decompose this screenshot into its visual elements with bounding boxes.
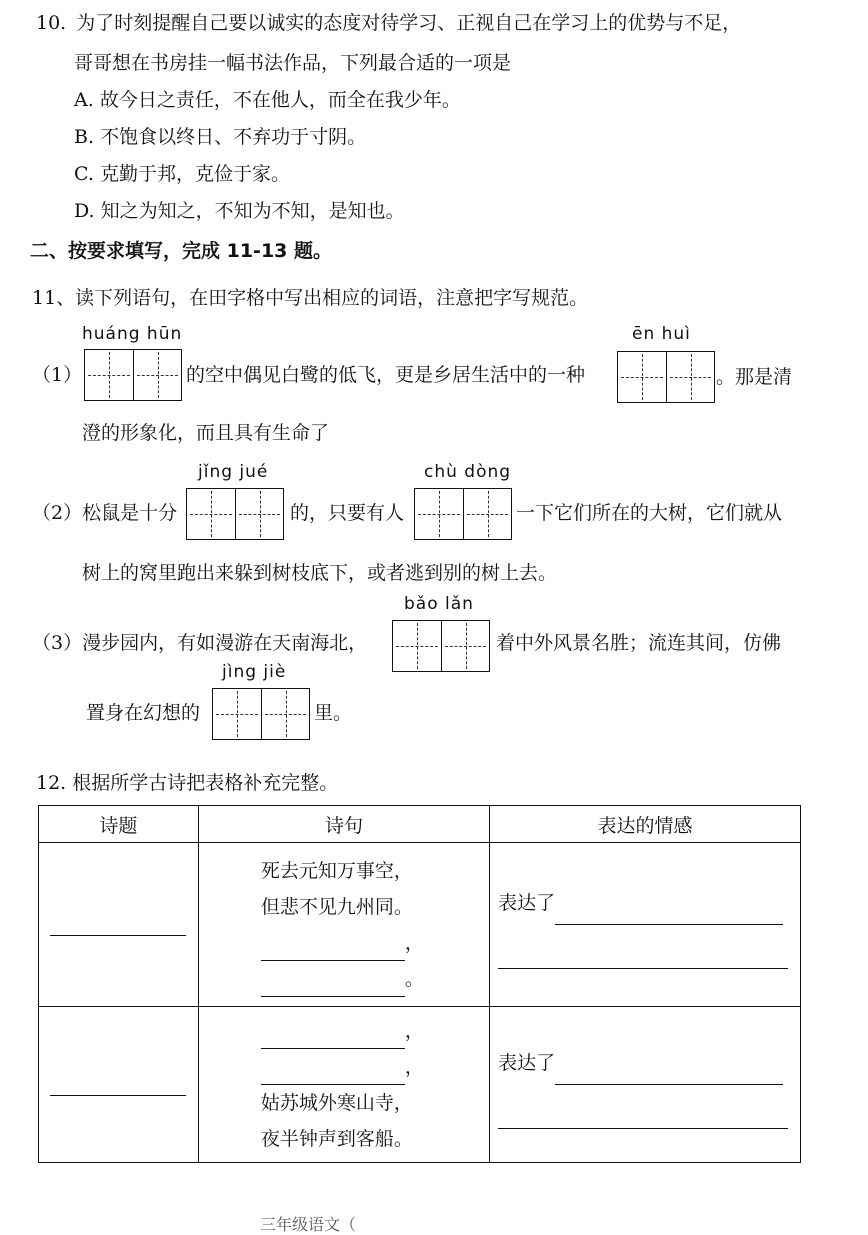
answer-blank[interactable]	[261, 940, 405, 961]
verse-cell	[198, 1007, 489, 1163]
tianzige-grid-enhui[interactable]	[617, 351, 715, 403]
emotion-label: 表达了	[498, 1051, 556, 1074]
pinyin-jingjue: jǐng jué	[198, 462, 269, 482]
q10-stem-line2: 哥哥想在书房挂一幅书法作品，下列最合适的一项是	[74, 52, 512, 74]
poem-table	[38, 805, 801, 1163]
verse-blank-line[interactable]: ，	[261, 925, 488, 961]
s2-label: （2）松鼠是十分	[32, 502, 178, 524]
s3-label: （3）漫步园内，有如漫游在天南海北，	[32, 632, 368, 654]
header-emotion: 表达的情感	[490, 806, 801, 843]
answer-blank[interactable]	[555, 1064, 783, 1085]
emotion-label: 表达了	[498, 891, 556, 914]
tianzige-grid-chudong[interactable]	[414, 488, 512, 540]
answer-blank[interactable]	[555, 904, 783, 925]
verse-line: 夜半钟声到客船。	[260, 1127, 413, 1150]
tianzige-grid-jingjue[interactable]	[186, 488, 284, 540]
answer-blank[interactable]	[498, 948, 788, 969]
tianzige-cell[interactable]	[441, 621, 489, 671]
tianzige-cell[interactable]	[85, 350, 133, 400]
q12-stem: 12. 根据所学古诗把表格补充完整。	[36, 772, 339, 794]
verse-line: 姑苏城外寒山寺，	[260, 1091, 413, 1114]
section2-title: 二、按要求填写，完成 11-13 题。	[30, 240, 332, 262]
tianzige-cell[interactable]	[393, 621, 441, 671]
s1-text2: 。那是清	[716, 366, 793, 388]
verse-blank-line[interactable]: ，	[261, 1049, 488, 1085]
tianzige-grid-baolan[interactable]	[392, 620, 490, 672]
tianzige-cell[interactable]	[213, 689, 261, 739]
answer-blank[interactable]	[261, 1028, 405, 1049]
answer-blank[interactable]	[50, 915, 186, 936]
q11-stem: 11、读下列语句，在田字格中写出相应的词语，注意把字写规范。	[32, 287, 589, 309]
verse-blank-line[interactable]: 。	[261, 961, 488, 997]
tianzige-grid-jingjie[interactable]	[212, 688, 310, 740]
verse-cell	[198, 843, 489, 1007]
pinyin-baolan: bǎo lǎn	[404, 594, 474, 614]
answer-blank[interactable]	[261, 976, 405, 997]
emotion-cell[interactable]	[490, 843, 801, 1007]
s3-line2a: 置身在幻想的	[86, 702, 201, 724]
s1-text1: 的空中偶见白鹭的低飞，更是乡居生活中的一种	[186, 364, 586, 386]
s2-line2: 树上的窝里跑出来躲到树枝底下，或者逃到别的树上去。	[82, 562, 558, 584]
pinyin-enhui: ēn huì	[632, 324, 691, 344]
page-footer: 三年级语文（	[260, 1215, 357, 1234]
header-verse: 诗句	[198, 806, 489, 843]
poem-title-cell[interactable]	[39, 1007, 199, 1163]
q10-option-b[interactable]: B. 不饱食以终日、不弃功于寸阴。	[74, 126, 367, 148]
verse-blank-line[interactable]: ，	[261, 1013, 488, 1049]
pinyin-chudong: chù dòng	[424, 462, 512, 482]
s1-line2: 澄的形象化，而且具有生命了	[82, 422, 330, 444]
s2-text1: 的，只要有人	[290, 502, 405, 524]
q10-stem-line1: 10. 为了时刻提醒自己要以诚实的态度对待学习、正视自己在学习上的优势与不足，	[36, 12, 742, 34]
answer-blank[interactable]	[50, 1075, 186, 1096]
tianzige-cell[interactable]	[415, 489, 463, 539]
s2-text2: 一下它们所在的大树，它们就从	[516, 502, 783, 524]
table-row	[39, 1007, 801, 1163]
answer-blank[interactable]	[498, 1108, 788, 1129]
tianzige-cell[interactable]	[133, 350, 181, 400]
tianzige-cell[interactable]	[618, 352, 666, 402]
verse-line: 但悲不见九州同。	[260, 895, 413, 918]
answer-blank[interactable]	[261, 1064, 405, 1085]
q10-option-d[interactable]: D. 知之为知之，不知为不知，是知也。	[74, 200, 405, 222]
q10-option-a[interactable]: A. 故今日之责任，不在他人，而全在我少年。	[74, 89, 461, 111]
s1-label: （1）	[32, 364, 83, 386]
emotion-cell[interactable]	[490, 1007, 801, 1163]
pinyin-jingjie: jìng jiè	[222, 662, 287, 682]
tianzige-cell[interactable]	[261, 689, 309, 739]
q10-option-c[interactable]: C. 克勤于邦，克俭于家。	[74, 163, 290, 185]
poem-title-cell[interactable]	[39, 843, 199, 1007]
tianzige-cell[interactable]	[666, 352, 714, 402]
tianzige-cell[interactable]	[187, 489, 235, 539]
header-title: 诗题	[39, 806, 199, 843]
s3-line2b: 里。	[314, 702, 353, 724]
poem-table-header-row	[39, 806, 801, 843]
pinyin-huanghun: huáng hūn	[82, 324, 183, 344]
table-row	[39, 843, 801, 1007]
tianzige-grid-huanghun[interactable]	[84, 349, 182, 401]
verse-line: 死去元知万事空，	[260, 859, 413, 882]
tianzige-cell[interactable]	[463, 489, 511, 539]
s3-text1: 着中外风景名胜；流连其间，仿佛	[496, 632, 782, 654]
tianzige-cell[interactable]	[235, 489, 283, 539]
